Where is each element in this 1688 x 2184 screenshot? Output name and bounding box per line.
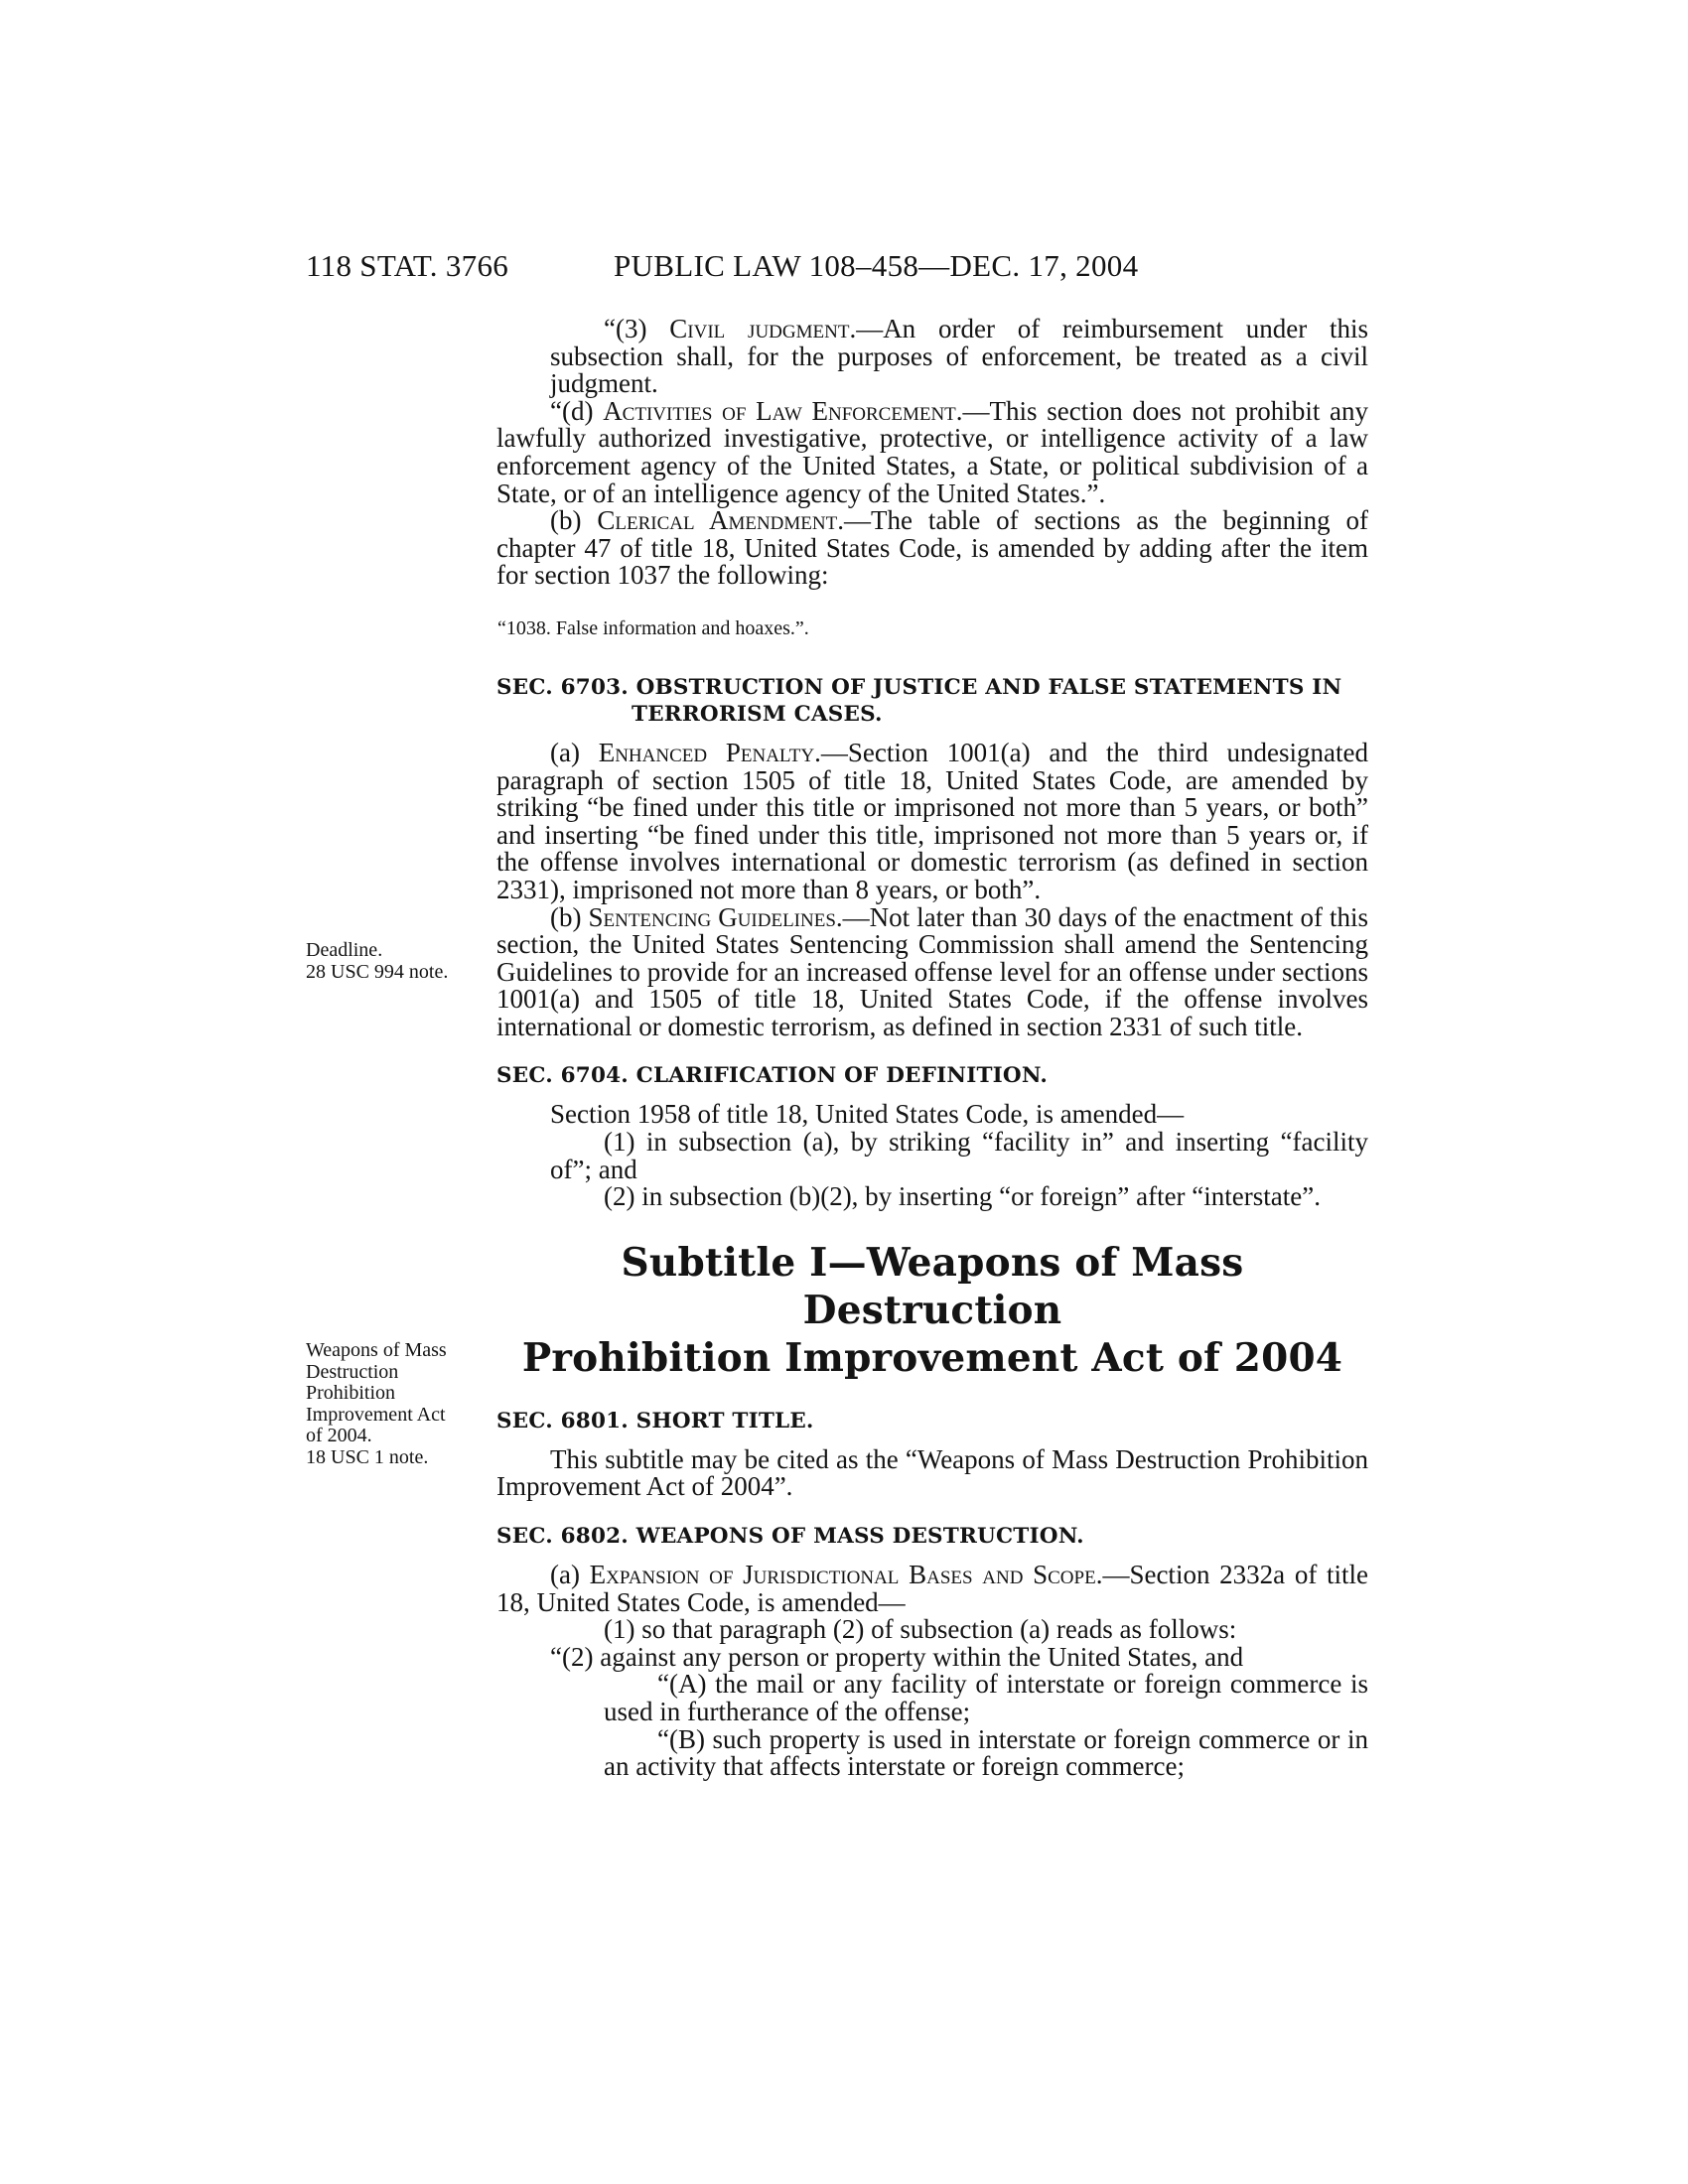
margin-note-line: Improvement Act [306, 1403, 446, 1426]
paragraph-6802-quote-2: “(2) against any person or property within the United States, and [550, 1641, 1244, 1672]
section-heading-6801: SEC. 6801. SHORT TITLE. [496, 1408, 814, 1433]
paragraph-c3-civil-judgment: “(3) Civil judgment.—An order of reimbursement under this subsection shall, for the purposes of enforcement, be treated as a civil judgment. [550, 314, 1369, 399]
section-heading-6704: SEC. 6704. CLARIFICATION OF DEFINITION. [496, 1063, 1049, 1089]
margin-note-wmd-act [306, 1340, 475, 1468]
section-heading-6703: SEC. 6703. OBSTRUCTION OF JUSTICE AND FALSE STATEMENTS IN TERRORISM CASES. [496, 674, 1342, 727]
paragraph-6802-a-expansion: (a) Expansion of Jurisdictional Bases and Scope.—Section 2332a of title 18, United States Code, is amended— [496, 1560, 1368, 1617]
paragraph-6801-short-title: This subtitle may be cited as the “Weapons of Mass Destruction Prohibition Improvement Act of 2004”. [496, 1443, 1368, 1502]
subtitle-line-2: Prohibition Improvement Act of 2004 [521, 1334, 1343, 1381]
body-text [496, 316, 1368, 1781]
subtitle-line-1: Subtitle I—Weapons of Mass Destruction [621, 1239, 1244, 1333]
paragraph-6802-item-1: (1) so that paragraph (2) of subsection (a) reads as follows: [604, 1614, 1237, 1645]
margin-note-deadline [306, 940, 475, 983]
paragraph-6703-a-enhanced-penalty: (a) Enhanced Penalty.—Section 1001(a) and the third undesignated paragraph of section 1505 of title 18, United States Code, are amended by striking “be fined under this title or imprisoned not more than 5 years, or both” and inserting “be fined under this title, imprisoned not more than 5 years or, if the offense involves international or domestic terrorism (as defined in section 2331), imprisoned not more than 8 years, or both”. [496, 737, 1368, 904]
margin-note-line: Prohibition [306, 1382, 396, 1404]
paragraph-d-law-enforcement: “(d) Activities of Law Enforcement.—This section does not prohibit any lawfully authorized investigative, protective, or intelligence activity of a law enforcement agency of the United States, a State, or political subdivision of a State, or of an intelligence agency of the United States.”. [496, 395, 1369, 508]
paragraph-6802-quote-b: “(B) such property is used in interstate or foreign commerce or in an activity that affects interstate or foreign commerce; [604, 1723, 1368, 1782]
margin-note-line: 18 USC 1 note. [306, 1445, 429, 1468]
margin-note-line: Destruction [306, 1360, 399, 1383]
section-heading-6802: SEC. 6802. WEAPONS OF MASS DESTRUCTION. [496, 1524, 1084, 1550]
paragraph-6704-intro: Section 1958 of title 18, United States Code, is amended— [550, 1099, 1185, 1130]
paragraph-6704-item-1: (1) in subsection (a), by striking “facility in” and inserting “facility of”; and [550, 1127, 1368, 1184]
paragraph-6704-item-2: (2) in subsection (b)(2), by inserting “or foreign” after “interstate”. [604, 1181, 1321, 1212]
margin-note-line: 28 USC 994 note. [306, 960, 449, 983]
margin-note-line: of 2004. [306, 1425, 372, 1446]
margin-note-line: Deadline. [306, 939, 383, 961]
table-of-sections-item: “1038. False information and hoaxes.”. [497, 616, 809, 639]
paragraph-6802-quote-a: “(A) the mail or any facility of interstate or foreign commerce is used in furtherance of the offense; [604, 1669, 1368, 1726]
subtitle-heading [496, 1239, 1368, 1382]
paragraph-6703-b-sentencing-guidelines: (b) Sentencing Guidelines.—Not later than 30 days of the enactment of this section, the United States Sentencing Commission shall amend the Sentencing Guidelines to provide for an increased offense level for an offense under sections 1001(a) and 1505 of title 18, United States Code, if the offense involves international or domestic terrorism, as defined in section 2331 of such title. [496, 901, 1368, 1041]
paragraph-b-clerical-amendment: (b) Clerical Amendment.—The table of sections as the beginning of chapter 47 of title 18, United States Code, is amended by adding after the item for section 1037 the following: [496, 505, 1368, 591]
stat-page-number: 118 STAT. 3766 [306, 248, 509, 283]
running-head: PUBLIC LAW 108–458—DEC. 17, 2004 [614, 248, 1139, 283]
margin-note-line: Weapons of Mass [306, 1339, 447, 1361]
